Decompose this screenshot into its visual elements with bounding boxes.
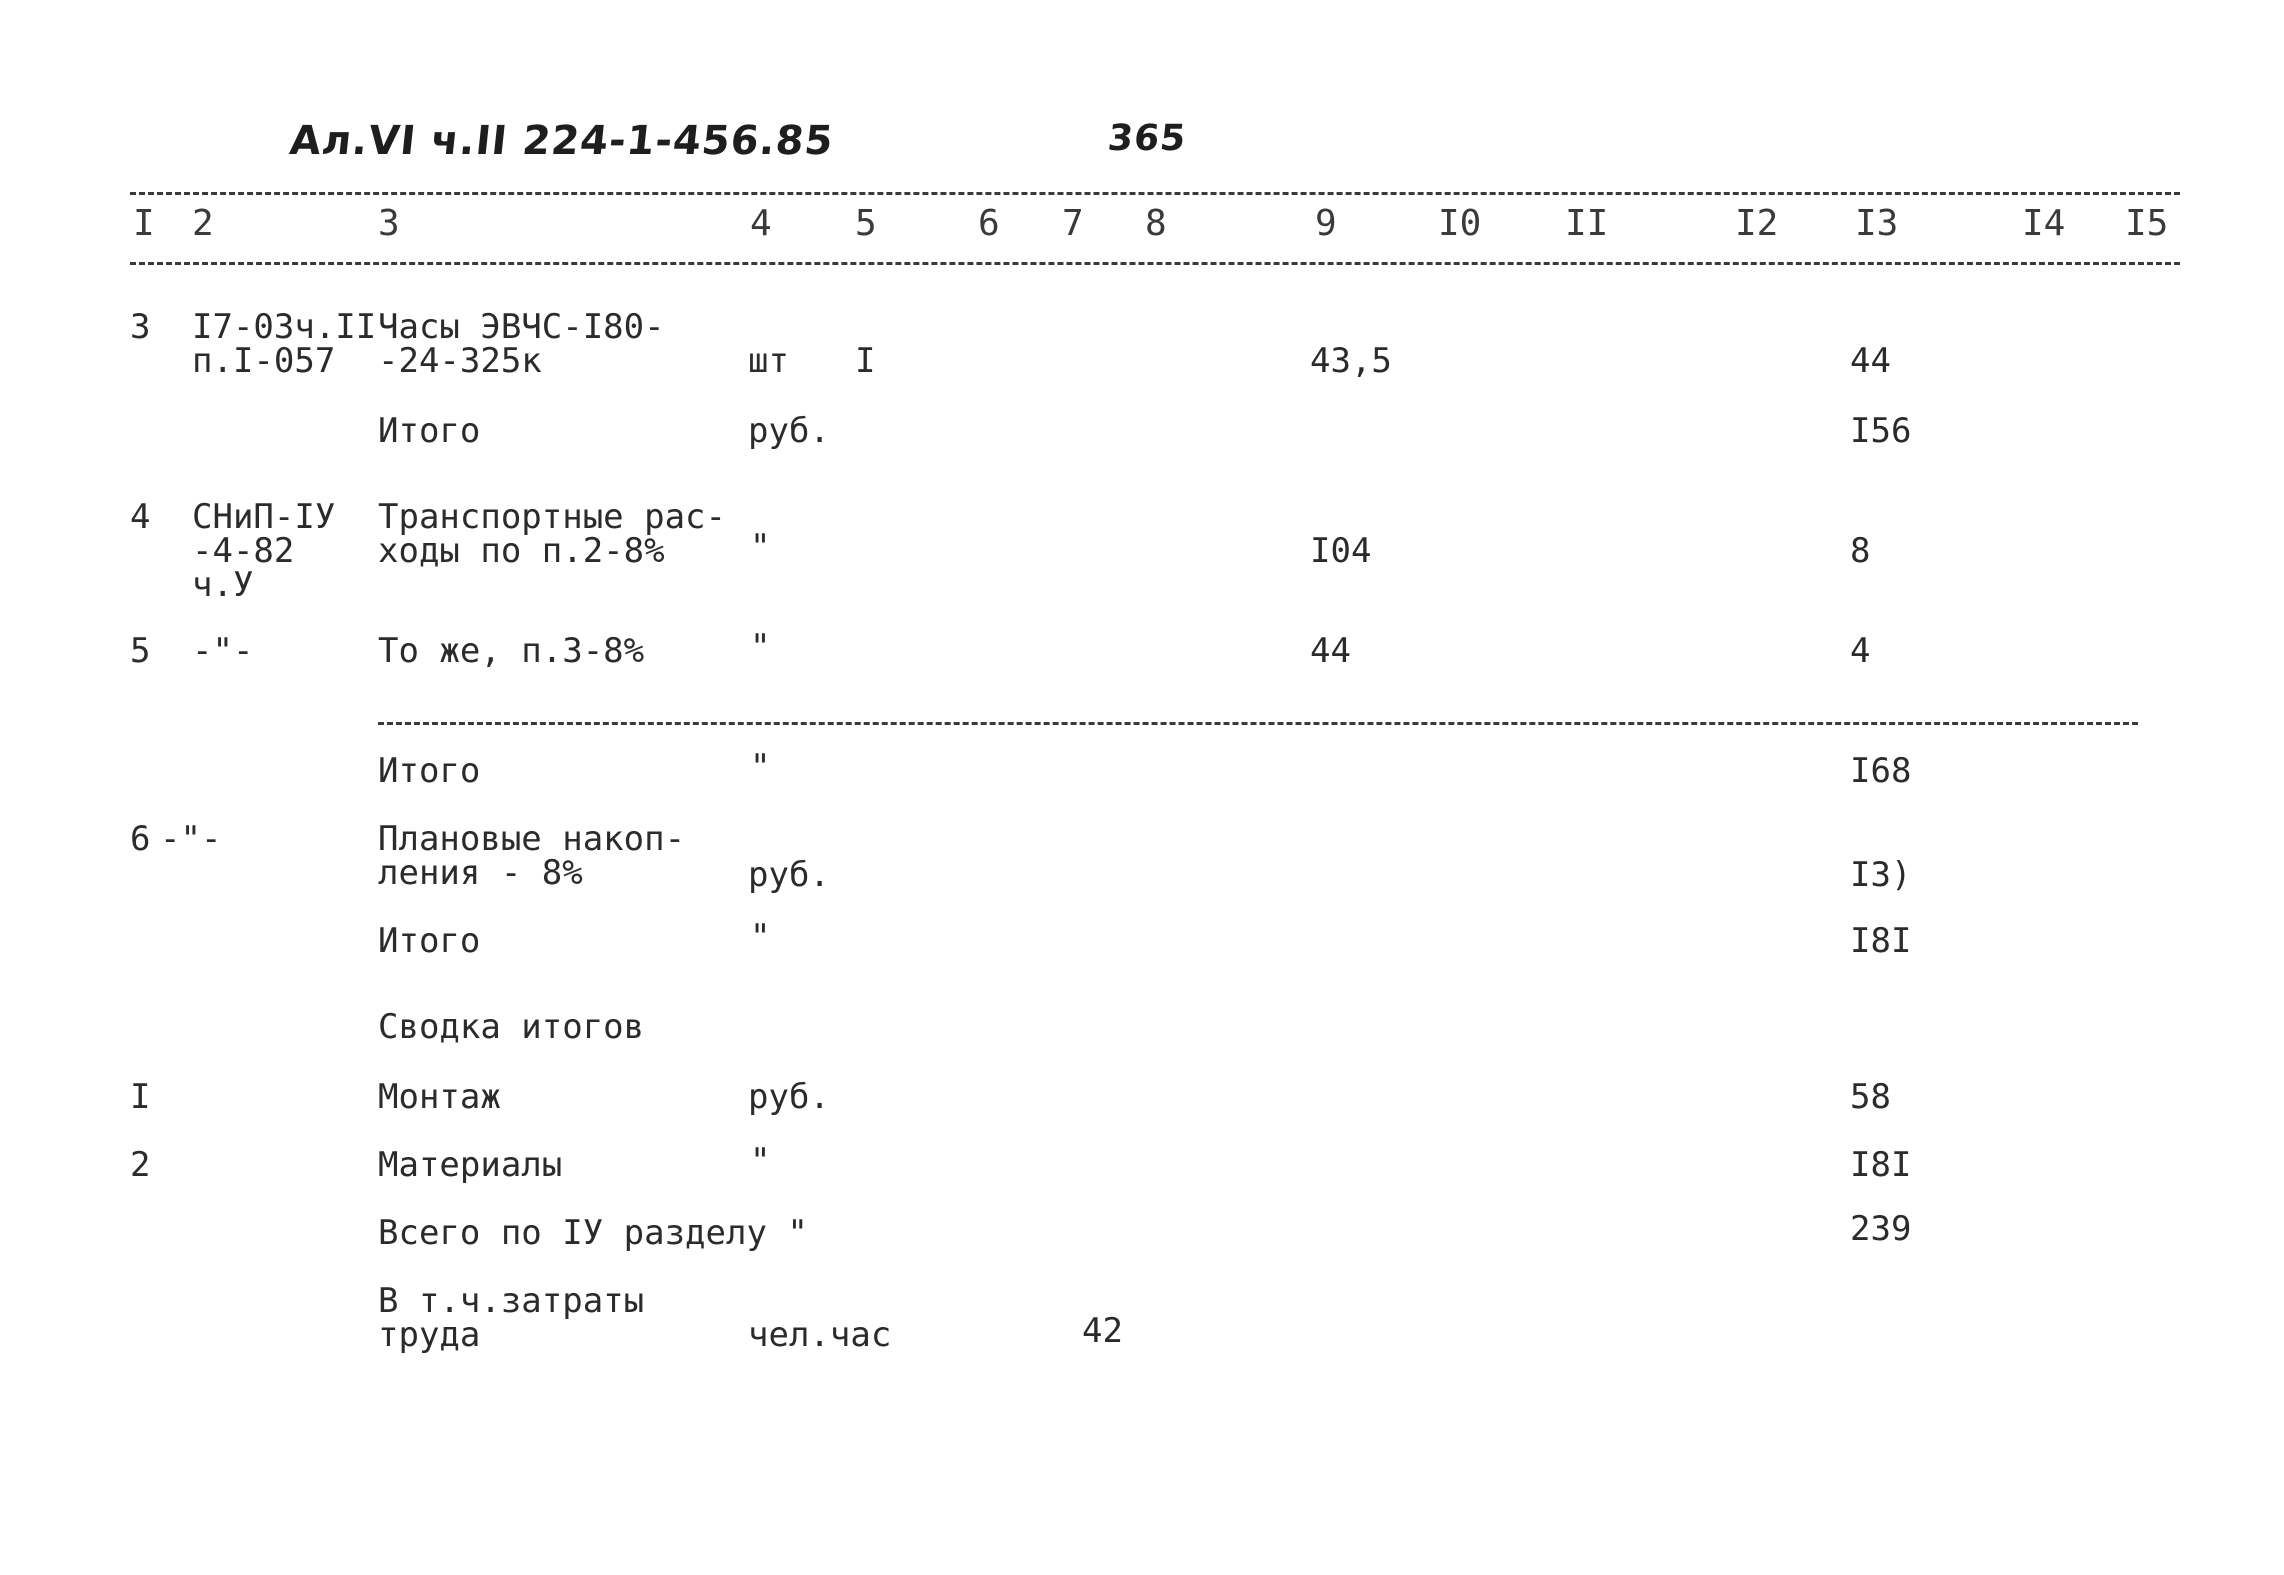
col-header-6: 6 (978, 203, 1000, 244)
row3-ref: I7-03ч.II п.I-057 (192, 307, 377, 381)
row4-total: 8 (1850, 531, 1871, 571)
row4-ref: СНиП-IУ -4-82 ч.У (192, 497, 336, 605)
row6-total: I3) (1850, 855, 1912, 895)
row4-unit: " (750, 527, 771, 567)
col-header-1: I (133, 203, 155, 244)
row5-subtotal-label: Итого (378, 751, 481, 791)
row5-subtotal-unit: " (750, 747, 771, 787)
summary2-name: Материалы (378, 1145, 563, 1185)
summary-title: Сводка итогов (378, 1007, 645, 1047)
row6-subtotal-label: Итого (378, 921, 481, 961)
row4-name: Транспортные рас- ходы по п.2-8% (378, 497, 726, 571)
col-header-11: II (1565, 203, 1609, 244)
row3-name: Часы ЭВЧС-I80- -24-325к (378, 307, 665, 381)
col-header-5: 5 (855, 203, 877, 244)
col-header-14: I4 (2022, 203, 2066, 244)
row4-num: 4 (130, 497, 151, 537)
row5-unit: " (750, 627, 771, 667)
row4-price: I04 (1310, 531, 1372, 571)
subtotal-rule (378, 722, 2138, 725)
summary2-num: 2 (130, 1145, 151, 1185)
row6-subtotal-unit: " (750, 917, 771, 957)
page-number: 365 (1105, 118, 1189, 159)
row3-subtotal-unit: руб. (748, 411, 830, 451)
col-header-10: I0 (1438, 203, 1482, 244)
grand-total-label: Всего по IУ разделу " (378, 1213, 808, 1253)
row6-name: Плановые накоп- ления - 8% (378, 819, 686, 893)
summary1-num: I (130, 1077, 151, 1117)
row3-num: 3 (130, 307, 151, 347)
labor-unit: чел.час (748, 1315, 892, 1355)
row3-total: 44 (1850, 341, 1891, 381)
col-header-4: 4 (750, 203, 772, 244)
row5-name: То же, п.3-8% (378, 631, 645, 671)
row3-price: 43,5 (1310, 341, 1392, 381)
col-header-3: 3 (378, 203, 400, 244)
row5-subtotal-value: I68 (1850, 751, 1912, 791)
col-header-9: 9 (1315, 203, 1337, 244)
labor-value: 42 (1082, 1311, 1123, 1351)
col-header-15: I5 (2125, 203, 2169, 244)
col-header-12: I2 (1735, 203, 1779, 244)
row3-qty: I (855, 341, 876, 381)
summary1-name: Монтаж (378, 1077, 501, 1117)
summary2-unit: " (750, 1141, 771, 1181)
summary1-total: 58 (1850, 1077, 1891, 1117)
col-header-7: 7 (1062, 203, 1084, 244)
row6-subtotal-value: I8I (1850, 921, 1912, 961)
col-header-2: 2 (192, 203, 214, 244)
row6-num: 6 (130, 819, 151, 859)
document-code: Ал.VI ч.II 224-1-456.85 (287, 118, 836, 164)
row3-unit: шт (748, 341, 789, 381)
col-header-8: 8 (1145, 203, 1167, 244)
row5-ref: -"- (192, 631, 254, 671)
row5-price: 44 (1310, 631, 1351, 671)
row5-num: 5 (130, 631, 151, 671)
row5-total: 4 (1850, 631, 1871, 671)
labor-label: В т.ч.затраты труда (378, 1281, 645, 1355)
row3-subtotal-label: Итого (378, 411, 481, 451)
row3-subtotal-value: I56 (1850, 411, 1912, 451)
grand-total-value: 239 (1850, 1209, 1912, 1249)
header-rule-bottom (130, 262, 2180, 265)
row6-ref: -"- (160, 819, 222, 859)
summary2-total: I8I (1850, 1145, 1912, 1185)
summary1-unit: руб. (748, 1077, 830, 1117)
row6-unit: руб. (748, 855, 830, 895)
col-header-13: I3 (1855, 203, 1899, 244)
header-rule-top (130, 192, 2180, 195)
